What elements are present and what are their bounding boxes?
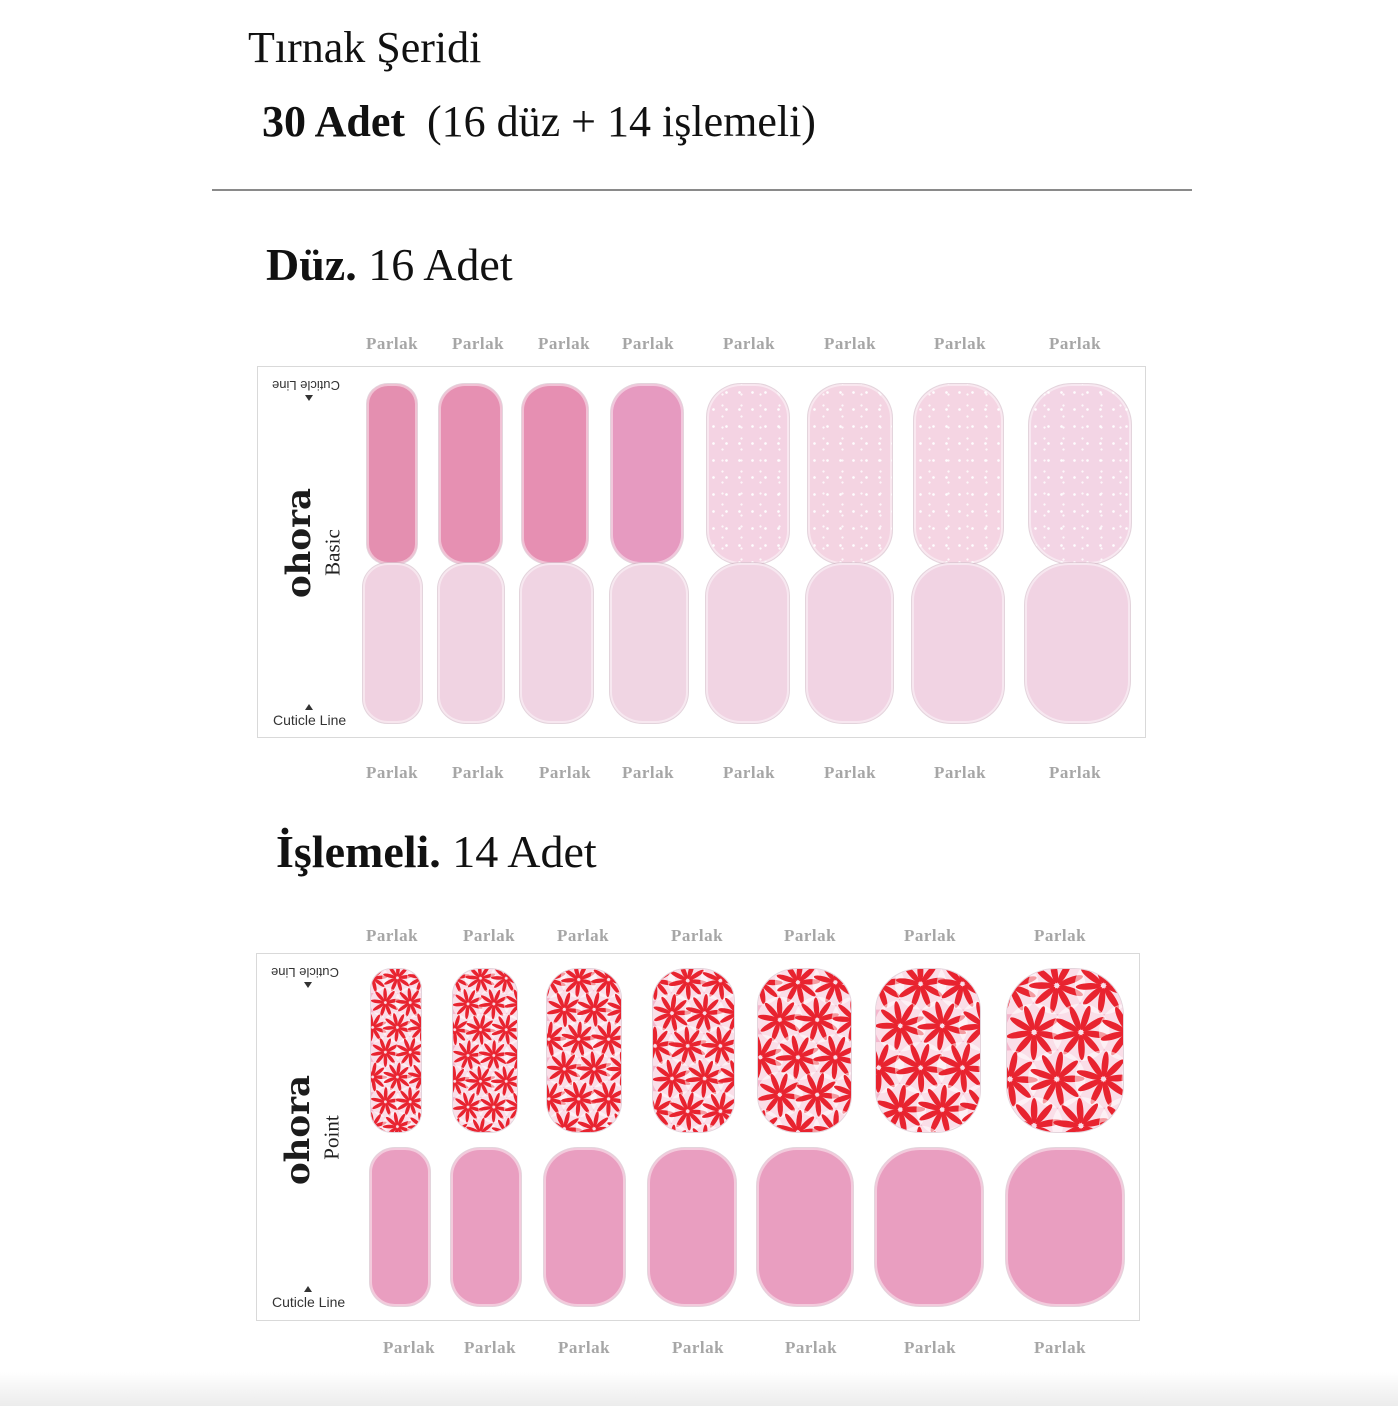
bottom-fade [0, 1372, 1398, 1406]
finish-label: Parlak [366, 926, 419, 945]
finish-label: Parlak [723, 334, 776, 353]
page-title: Tırnak Şeridi [248, 23, 482, 72]
finish-label: Parlak [464, 1338, 517, 1357]
finish-label: Parlak [671, 926, 724, 945]
solid-nail-sticker [806, 563, 893, 723]
finish-label: Parlak [463, 926, 516, 945]
cuticle-line-top-label: Cuticle Line [271, 965, 339, 980]
solid-nail-sticker [370, 1148, 430, 1306]
glitter-nail-sticker [808, 384, 892, 564]
finish-label: Parlak [1049, 334, 1102, 353]
basic-nail-sheet [257, 366, 1146, 738]
finish-label: Parlak [824, 334, 877, 353]
finish-label: Parlak [1034, 926, 1087, 945]
basic-section-heading [266, 238, 513, 291]
finish-label: Parlak [784, 926, 837, 945]
cuticle-line-bottom-label: Cuticle Line [272, 1294, 346, 1310]
brand-logo: ohora [279, 487, 319, 598]
solid-nail-sticker [363, 563, 422, 723]
finish-label: Parlak [366, 334, 419, 353]
solid-nail-sticker [520, 563, 593, 723]
solid-nail-sticker [611, 384, 683, 564]
product-line-label: Point [319, 1115, 344, 1160]
solid-nail-sticker [438, 563, 504, 723]
cuticle-arrow-down-icon [304, 982, 312, 988]
glitter-nail-sticker [707, 384, 789, 564]
solid-nail-sticker [610, 563, 688, 723]
piece-count-total: 30 Adet [262, 97, 405, 146]
finish-label: Parlak [934, 334, 987, 353]
floral-nail-sticker [371, 969, 421, 1132]
point-heading-bold: İşlemeli. [276, 826, 441, 877]
finish-label: Parlak [622, 763, 675, 782]
floral-nail-sticker [547, 969, 621, 1132]
solid-nail-sticker [522, 384, 588, 564]
finish-label: Parlak [904, 926, 957, 945]
basic-heading-bold: Düz. [266, 239, 357, 290]
cuticle-arrow-up-icon [304, 1286, 312, 1292]
solid-nail-sticker [439, 384, 502, 564]
finish-label: Parlak [558, 1338, 611, 1357]
solid-nail-sticker [1025, 563, 1130, 723]
solid-nail-sticker [544, 1148, 625, 1306]
point-nail-sheet [256, 953, 1140, 1321]
solid-nail-sticker [1006, 1148, 1124, 1306]
finish-label: Parlak [824, 763, 877, 782]
cuticle-line-top-label: Cuticle Line [272, 378, 340, 393]
finish-label: Parlak [622, 334, 675, 353]
solid-nail-sticker [875, 1148, 983, 1306]
finish-label: Parlak [383, 1338, 436, 1357]
finish-label: Parlak [1049, 763, 1102, 782]
finish-label: Parlak [785, 1338, 838, 1357]
glitter-nail-sticker [914, 384, 1003, 564]
solid-nail-sticker [912, 563, 1004, 723]
piece-count [262, 96, 816, 147]
cuticle-arrow-up-icon [305, 704, 313, 710]
floral-nail-sticker [876, 969, 980, 1132]
finish-label: Parlak [723, 763, 776, 782]
solid-nail-sticker [648, 1148, 736, 1306]
floral-nail-sticker [653, 969, 734, 1132]
finish-label: Parlak [672, 1338, 725, 1357]
floral-nail-sticker [758, 969, 851, 1132]
glitter-nail-sticker [1029, 384, 1131, 564]
point-heading-count: 14 Adet [452, 826, 597, 877]
basic-heading-count: 16 Adet [368, 239, 513, 290]
finish-label: Parlak [904, 1338, 957, 1357]
finish-label: Parlak [452, 334, 505, 353]
finish-label: Parlak [538, 334, 591, 353]
divider [212, 189, 1192, 191]
finish-label: Parlak [452, 763, 505, 782]
finish-label: Parlak [557, 926, 610, 945]
cuticle-line-bottom-label: Cuticle Line [273, 712, 347, 728]
solid-nail-sticker [706, 563, 789, 723]
floral-nail-sticker [1007, 969, 1123, 1132]
cuticle-arrow-down-icon [305, 395, 313, 401]
point-section-heading [276, 825, 597, 878]
solid-nail-sticker [451, 1148, 521, 1306]
finish-label: Parlak [934, 763, 987, 782]
finish-label: Parlak [1034, 1338, 1087, 1357]
product-line-label: Basic [320, 529, 345, 576]
solid-nail-sticker [367, 384, 417, 564]
brand-logo: ohora [278, 1074, 318, 1185]
solid-nail-sticker [757, 1148, 853, 1306]
floral-nail-sticker [453, 969, 517, 1132]
finish-label: Parlak [366, 763, 419, 782]
finish-label: Parlak [539, 763, 592, 782]
piece-count-detail: (16 düz + 14 işlemeli) [427, 97, 816, 146]
